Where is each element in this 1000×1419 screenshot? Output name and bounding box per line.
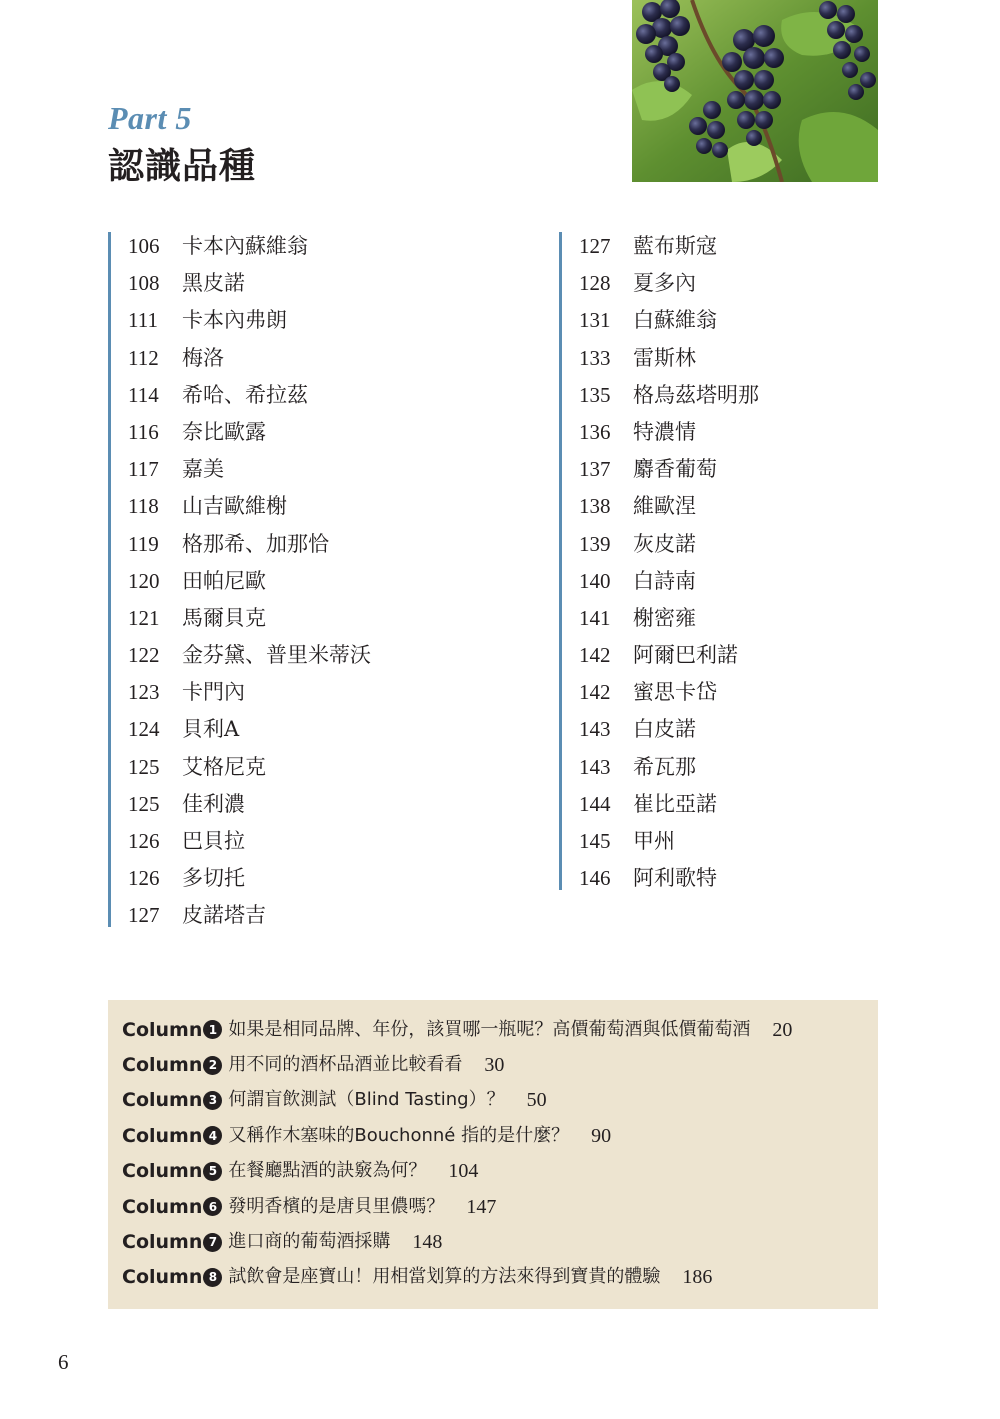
column-page-number: 186 xyxy=(682,1266,713,1289)
toc-page-number: 122 xyxy=(128,643,160,668)
column-label: Column xyxy=(122,1231,203,1254)
toc-item[interactable] xyxy=(128,492,548,529)
toc-item[interactable] xyxy=(128,232,548,269)
toc-entry-name: 希瓦那 xyxy=(633,754,696,779)
toc-item[interactable] xyxy=(128,567,548,604)
toc-page-number: 135 xyxy=(579,382,611,407)
toc-page-number: 133 xyxy=(579,345,611,370)
grapes-photo xyxy=(632,0,878,182)
toc-entry-name: 白詩南 xyxy=(633,568,696,593)
column-item[interactable] xyxy=(122,1154,878,1189)
toc-item[interactable] xyxy=(579,232,999,269)
column-label: Column xyxy=(122,1124,203,1147)
toc-entry-name: 格烏茲塔明那 xyxy=(633,382,759,407)
column-label: Column xyxy=(122,1018,203,1041)
toc-page-number: 125 xyxy=(128,791,160,816)
toc-item[interactable] xyxy=(128,864,548,901)
toc-item[interactable] xyxy=(128,827,548,864)
toc-entry-name: 夏多內 xyxy=(633,271,696,296)
column-number-badge: 4 xyxy=(203,1126,222,1145)
toc-page-number: 116 xyxy=(128,419,159,444)
column-item[interactable] xyxy=(122,1189,878,1224)
toc-page-number: 114 xyxy=(128,382,159,407)
column-title: 如果是相同品牌、年份，該買哪一瓶呢？高價葡萄酒與低價葡萄酒 xyxy=(228,1018,751,1040)
toc-item[interactable] xyxy=(128,344,548,381)
column-title: 進口商的葡萄酒採購 xyxy=(228,1231,391,1253)
toc-page-number: 126 xyxy=(128,866,160,891)
toc-page-number: 143 xyxy=(579,717,611,742)
toc-page-number: 142 xyxy=(579,643,611,668)
toc-page-number: 106 xyxy=(128,234,160,258)
toc-page-number: 137 xyxy=(579,457,611,482)
toc-page-number: 140 xyxy=(579,568,611,593)
column-label: Column xyxy=(122,1195,203,1218)
toc-item[interactable] xyxy=(579,492,999,529)
column-page-number: 50 xyxy=(526,1089,547,1112)
toc-item[interactable] xyxy=(579,678,999,715)
toc-page-number: 126 xyxy=(128,829,160,853)
toc-item[interactable] xyxy=(128,306,548,343)
toc-item[interactable] xyxy=(128,530,548,567)
toc-entry-name: 格那希、加那恰 xyxy=(182,531,329,556)
toc-entry-name: 維歐涅 xyxy=(633,494,696,519)
toc-item[interactable] xyxy=(579,715,999,752)
toc-entry-name: 灰皮諾 xyxy=(633,531,696,556)
toc-item[interactable] xyxy=(128,715,548,752)
column-label: Column xyxy=(122,1054,203,1077)
column-item[interactable] xyxy=(122,1083,878,1118)
column-number-badge: 8 xyxy=(203,1268,222,1287)
column-page-number: 30 xyxy=(484,1054,505,1077)
toc-entry-name: 白蘇維翁 xyxy=(633,308,717,333)
toc-entry-name: 卡本內弗朗 xyxy=(182,308,287,333)
toc-item[interactable] xyxy=(579,455,999,492)
toc-entry-name: 山吉歐維榭 xyxy=(182,494,287,519)
toc-entry-name: 崔比亞諾 xyxy=(633,791,717,816)
toc-page-number: 142 xyxy=(579,680,611,705)
column-item[interactable] xyxy=(122,1012,878,1047)
column-title: 用不同的酒杯品酒並比較看看 xyxy=(228,1054,463,1076)
toc-entry-name: 藍布斯寇 xyxy=(633,234,717,258)
column-list-box xyxy=(108,1000,878,1309)
toc-item[interactable] xyxy=(579,344,999,381)
column-number-badge: 7 xyxy=(203,1233,222,1252)
toc-entry-name: 嘉美 xyxy=(182,457,224,482)
toc-entry-name: 金芬黛、普里米蒂沃 xyxy=(182,643,371,668)
toc-entry-name: 特濃情 xyxy=(633,419,696,444)
toc-entry-name: 希哈、希拉茲 xyxy=(182,382,308,407)
toc-page-number: 119 xyxy=(128,531,159,556)
toc-page-number: 108 xyxy=(128,271,160,296)
toc-entry-name: 卡本內蘇維翁 xyxy=(182,234,308,258)
toc-item[interactable] xyxy=(128,901,548,938)
column-label: Column xyxy=(122,1089,203,1112)
toc-item[interactable] xyxy=(579,753,999,790)
column-title: 發明香檳的是唐貝里儂嗎？ xyxy=(228,1195,445,1217)
column-item[interactable] xyxy=(122,1260,878,1295)
toc-entry-name: 黑皮諾 xyxy=(182,271,245,296)
toc-entry-name: 梅洛 xyxy=(182,345,224,370)
toc-page-number: 146 xyxy=(579,866,611,891)
toc-page-number: 131 xyxy=(579,308,611,333)
toc-item[interactable] xyxy=(128,269,548,306)
toc-entry-name: 巴貝拉 xyxy=(182,829,245,853)
column-page-number: 90 xyxy=(591,1124,612,1147)
toc-left-column xyxy=(108,232,548,927)
toc-item[interactable] xyxy=(579,827,999,864)
toc-item[interactable] xyxy=(128,641,548,678)
toc-page-number: 145 xyxy=(579,829,611,853)
column-title: 何謂盲飲測試（Blind Tasting）？ xyxy=(228,1089,505,1111)
toc-page-number: 117 xyxy=(128,457,159,482)
toc-item[interactable] xyxy=(128,790,548,827)
toc-item[interactable] xyxy=(579,604,999,641)
toc-page-number: 112 xyxy=(128,345,159,370)
part-label: Part 5 xyxy=(108,100,192,136)
toc-item[interactable] xyxy=(579,306,999,343)
toc-page-number: 139 xyxy=(579,531,611,556)
toc-entry-name: 雷斯林 xyxy=(633,345,696,370)
column-item[interactable] xyxy=(122,1047,878,1082)
toc-entry-name: 阿利歌特 xyxy=(633,866,717,891)
toc-page-number: 144 xyxy=(579,791,611,816)
column-number-badge: 2 xyxy=(203,1056,222,1075)
column-title: 在餐廳點酒的訣竅為何？ xyxy=(228,1160,427,1182)
toc-entry-name: 蜜思卡岱 xyxy=(633,680,717,705)
toc-entry-name: 阿爾巴利諾 xyxy=(633,643,738,668)
column-item[interactable] xyxy=(122,1224,878,1259)
column-number-badge: 1 xyxy=(203,1020,222,1039)
toc-page-number: 141 xyxy=(579,605,611,630)
toc-item[interactable] xyxy=(579,530,999,567)
toc-entry-name: 卡門內 xyxy=(182,680,245,705)
toc-item[interactable] xyxy=(128,678,548,715)
column-number-badge: 3 xyxy=(203,1091,222,1110)
toc-item[interactable] xyxy=(579,269,999,306)
column-title: 又稱作木塞味的Bouchonné 指的是什麼？ xyxy=(228,1124,570,1146)
page-number: 6 xyxy=(58,1350,69,1374)
toc-page-number: 120 xyxy=(128,568,160,593)
toc-entry-name: 多切托 xyxy=(182,866,245,891)
toc-item[interactable] xyxy=(579,864,999,901)
toc-page-number: 127 xyxy=(128,903,160,928)
toc-page-number: 121 xyxy=(128,605,160,630)
toc-page-number: 127 xyxy=(579,234,611,258)
toc-page-number: 138 xyxy=(579,494,611,519)
toc-item[interactable] xyxy=(128,418,548,455)
toc-page-number: 118 xyxy=(128,494,159,519)
toc-entry-name: 佳利濃 xyxy=(182,791,245,816)
toc-entry-name: 貝利A xyxy=(182,717,240,742)
column-title: 試飲會是座寶山！用相當划算的方法來得到寶貴的體驗 xyxy=(228,1266,661,1288)
toc-entry-name: 艾格尼克 xyxy=(182,754,266,779)
toc-entry-name: 奈比歐露 xyxy=(182,419,266,444)
column-page-number: 147 xyxy=(466,1195,497,1218)
toc-entry-name: 麝香葡萄 xyxy=(633,457,717,482)
toc-entry-name: 甲州 xyxy=(633,829,675,853)
toc-item[interactable] xyxy=(579,381,999,418)
toc-entry-name: 白皮諾 xyxy=(633,717,696,742)
toc-entry-name: 榭密雍 xyxy=(633,605,696,630)
toc-page-number: 111 xyxy=(128,308,158,333)
toc-item[interactable] xyxy=(579,790,999,827)
toc-item[interactable] xyxy=(579,641,999,678)
column-label: Column xyxy=(122,1266,203,1289)
column-label: Column xyxy=(122,1160,203,1183)
column-number-badge: 6 xyxy=(203,1197,222,1216)
part-title: 認識品種 xyxy=(108,145,257,187)
column-page-number: 20 xyxy=(772,1018,793,1041)
column-page-number: 104 xyxy=(448,1160,479,1183)
toc-page-number: 124 xyxy=(128,717,160,742)
toc-item[interactable] xyxy=(128,604,548,641)
toc-right-column xyxy=(559,232,999,890)
toc-item[interactable] xyxy=(128,455,548,492)
column-item[interactable] xyxy=(122,1118,878,1153)
toc-page-number: 123 xyxy=(128,680,160,705)
toc-page-number: 136 xyxy=(579,419,611,444)
toc-page-number: 128 xyxy=(579,271,611,296)
toc-item[interactable] xyxy=(579,567,999,604)
column-page-number: 148 xyxy=(412,1231,443,1254)
toc-page-number: 143 xyxy=(579,754,611,779)
toc-entry-name: 皮諾塔吉 xyxy=(182,903,266,928)
column-number-badge: 5 xyxy=(203,1162,222,1181)
toc-item[interactable] xyxy=(128,753,548,790)
toc-entry-name: 馬爾貝克 xyxy=(182,605,266,630)
toc-item[interactable] xyxy=(579,418,999,455)
toc-item[interactable] xyxy=(128,381,548,418)
toc-page-number: 125 xyxy=(128,754,160,779)
toc-entry-name: 田帕尼歐 xyxy=(182,568,266,593)
